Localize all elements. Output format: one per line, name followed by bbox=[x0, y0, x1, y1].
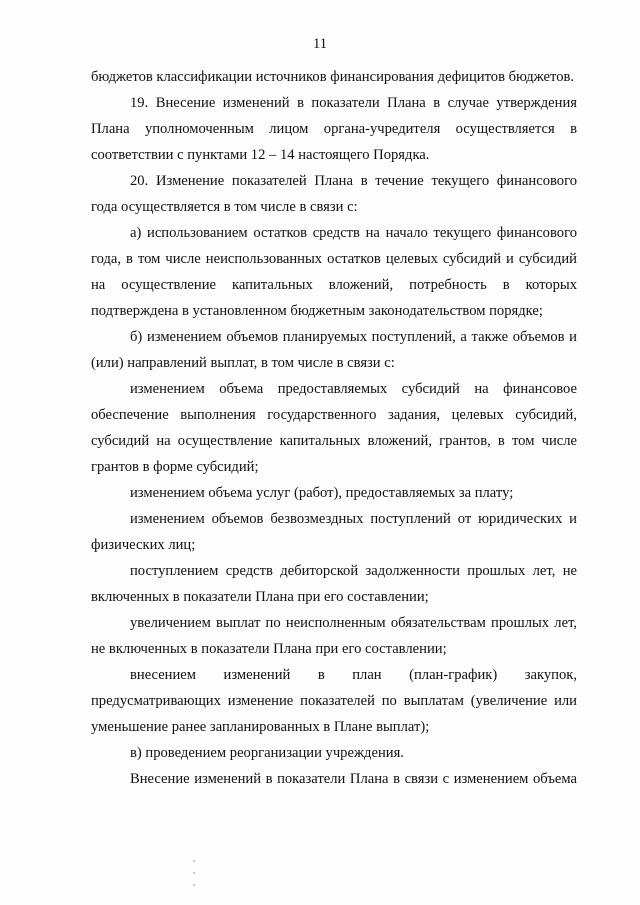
paragraph: б) изменением объемов планируемых поступлений, а также объемов и (или) направлений выплат, в том числе в связи с: bbox=[91, 329, 577, 371]
paragraph: увеличением выплат по неисполненным обязательствам прошлых лет, не включенных в показатели Плана при его составлении; bbox=[91, 615, 577, 657]
scan-speck bbox=[193, 872, 195, 874]
scan-speck bbox=[193, 884, 195, 886]
paragraph: 20. Изменение показателей Плана в течение текущего финансового года осуществляется в том числе в связи с: bbox=[91, 173, 577, 215]
paragraph: бюджетов классификации источников финансирования дефицитов бюджетов. bbox=[91, 69, 575, 85]
paragraph: Внесение изменений в показатели Плана в связи с изменением объема bbox=[130, 771, 577, 787]
scan-speck bbox=[193, 860, 195, 862]
paragraph: в) проведением реорганизации учреждения. bbox=[130, 745, 404, 761]
paragraph: внесением изменений в план (план-график) закупок, предусматривающих изменение показателей по выплатам (увеличение или уменьшение ранее запланированных в Плане выплат); bbox=[91, 667, 577, 735]
paragraph: изменением объема услуг (работ), предоставляемых за плату; bbox=[130, 485, 514, 501]
paragraph: поступлением средств дебиторской задолженности прошлых лет, не включенных в показатели Плана при его составлении; bbox=[91, 563, 577, 605]
paragraph: 19. Внесение изменений в показатели Плана в случае утверждения Плана уполномоченным лицом органа-учредителя осуществляется в соответствии с пунктами 12 – 14 настоящего Порядка. bbox=[91, 95, 577, 163]
paragraph: изменением объема предоставляемых субсидий на финансовое обеспечение выполнения государственного задания, целевых субсидий, субсидий на осуществление капитальных вложений, грантов, в том числе грантов в форме субсидий; bbox=[91, 381, 577, 475]
paragraph: а) использованием остатков средств на начало текущего финансового года, в том числе неиспользованных остатков целевых субсидий и субсидий на осуществление капитальных вложений, потребность в которых подтверждена в установленном бюджетным законодательством порядке; bbox=[91, 225, 577, 319]
page-number: 11 bbox=[313, 36, 327, 52]
paragraph: изменением объемов безвозмездных поступлений от юридических и физических лиц; bbox=[91, 511, 577, 553]
document-body bbox=[91, 64, 577, 792]
